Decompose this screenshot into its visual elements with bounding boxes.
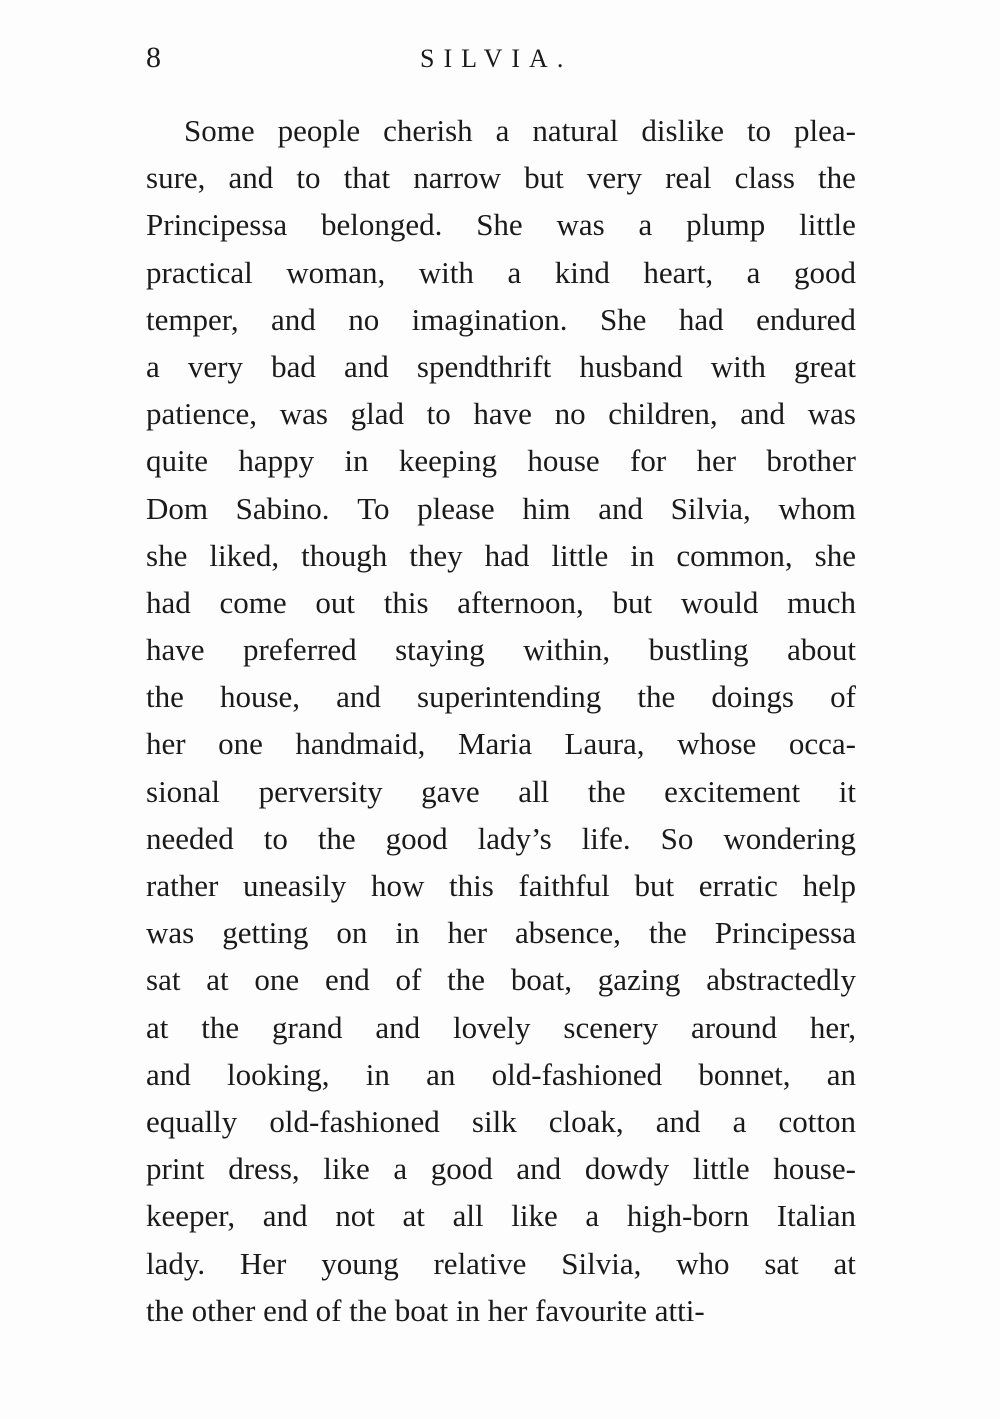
text-line: her one handmaid, Maria Laura, whose occa- (146, 726, 856, 762)
text-line: sional perversity gave all the excitement it (146, 773, 856, 809)
text-line: keeper, and not at all like a high-born Italian (146, 1198, 856, 1234)
text-line: sure, and to that narrow but very real class the (146, 160, 856, 196)
text-line: equally old-fashioned silk cloak, and a cotton (146, 1103, 856, 1139)
text-line: the house, and superintending the doings of (146, 679, 856, 715)
text-line: print dress, like a good and dowdy little house- (146, 1151, 856, 1187)
text-line: temper, and no imagination. She had endured (146, 301, 856, 337)
text-line: have preferred staying within, bustling about (146, 632, 856, 668)
running-title: SILVIA. (420, 44, 573, 73)
text-line: had come out this afternoon, but would much (146, 584, 856, 620)
text-line: rather uneasily how this faithful but erratic help (146, 868, 856, 903)
text-line: was getting on in her absence, the Principessa (146, 915, 856, 951)
text-line: sat at one end of the boat, gazing abstractedly (146, 962, 856, 998)
text-line: the other end of the boat in her favourite atti- (146, 1292, 705, 1328)
page-number: 8 (146, 41, 161, 74)
text-line: Some people cherish a natural dislike to plea- (184, 113, 856, 148)
text-line: practical woman, with a kind heart, a good (146, 254, 856, 290)
body-text (146, 107, 856, 1334)
text-line: lady. Her young relative Silvia, who sat at (146, 1245, 856, 1281)
text-line: Dom Sabino. To please him and Silvia, whom (146, 490, 856, 526)
text-line: Principessa belonged. She was a plump little (146, 207, 856, 243)
text-line: quite happy in keeping house for her brother (146, 443, 856, 479)
text-line: needed to the good lady’s life. So wondering (146, 820, 856, 856)
text-line: patience, was glad to have no children, and was (146, 396, 856, 432)
text-line: at the grand and lovely scenery around her, (146, 1009, 856, 1045)
text-line: a very bad and spendthrift husband with great (146, 348, 856, 384)
text-line: and looking, in an old-fashioned bonnet, an (146, 1056, 856, 1092)
text-line: she liked, though they had little in common, she (146, 537, 856, 573)
